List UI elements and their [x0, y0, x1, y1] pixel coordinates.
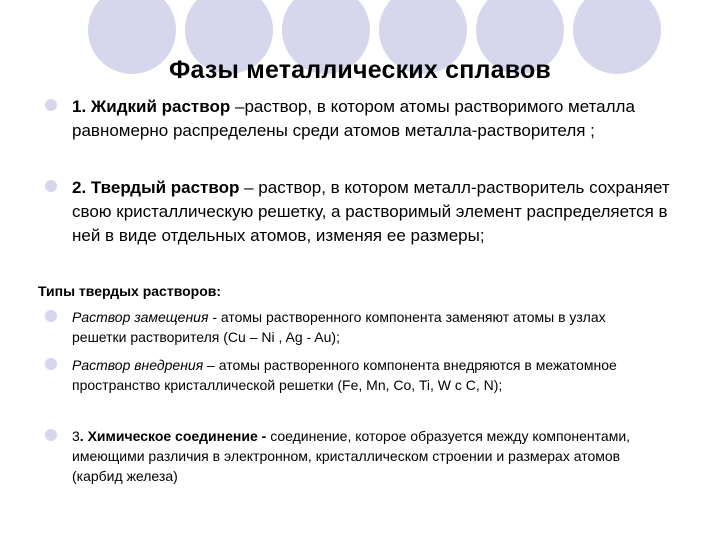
subheading: Типы твердых растворов: — [38, 283, 222, 299]
item-description: соединение, которое образуется между компонентами, имеющими различия в электронном, кристаллическом строении и размерах атомов (карбид железа) — [72, 428, 631, 484]
item-heading: . Химическое соединение - — [79, 428, 271, 444]
item-heading: Раствор внедрения — [72, 357, 204, 373]
bullet-icon — [45, 99, 57, 111]
item-heading: 1. Жидкий раствор — [72, 97, 235, 116]
item-heading: Раствор замещения — [72, 309, 209, 325]
list-item-text — [72, 176, 692, 248]
bullet-icon — [45, 358, 57, 370]
item-description: – раствор, в котором металл-растворитель сохраняет свою кристаллическую решетку, а растворимый элемент распределяется в ней в виде отдельных атомов, изменяя ее размеры; — [72, 178, 670, 245]
item-description: – атомы растворенного компонента внедряются в межатомное пространство кристаллической решетки (Fe, Mn, Co, Ti, W с C, N); — [72, 357, 617, 393]
list-item-text — [72, 307, 642, 347]
item-heading: 2. Твердый раствор — [72, 178, 245, 197]
bullet-icon — [45, 310, 57, 322]
item-description: –раствор, в котором атомы растворимого металла равномерно распределены среди атомов металла-растворителя ; — [72, 97, 635, 140]
list-item-text — [72, 95, 692, 143]
list-item-text — [72, 355, 642, 395]
list-item-text — [72, 426, 667, 486]
item-number: 3 — [72, 428, 80, 444]
bullet-icon — [45, 180, 57, 192]
bullet-icon — [45, 429, 57, 441]
item-description: - атомы растворенного компонента заменяют атомы в узлах решетки растворителя (Cu – Ni , Ag - Au); — [72, 309, 606, 345]
slide-title: Фазы металлических сплавов — [168, 56, 551, 84]
